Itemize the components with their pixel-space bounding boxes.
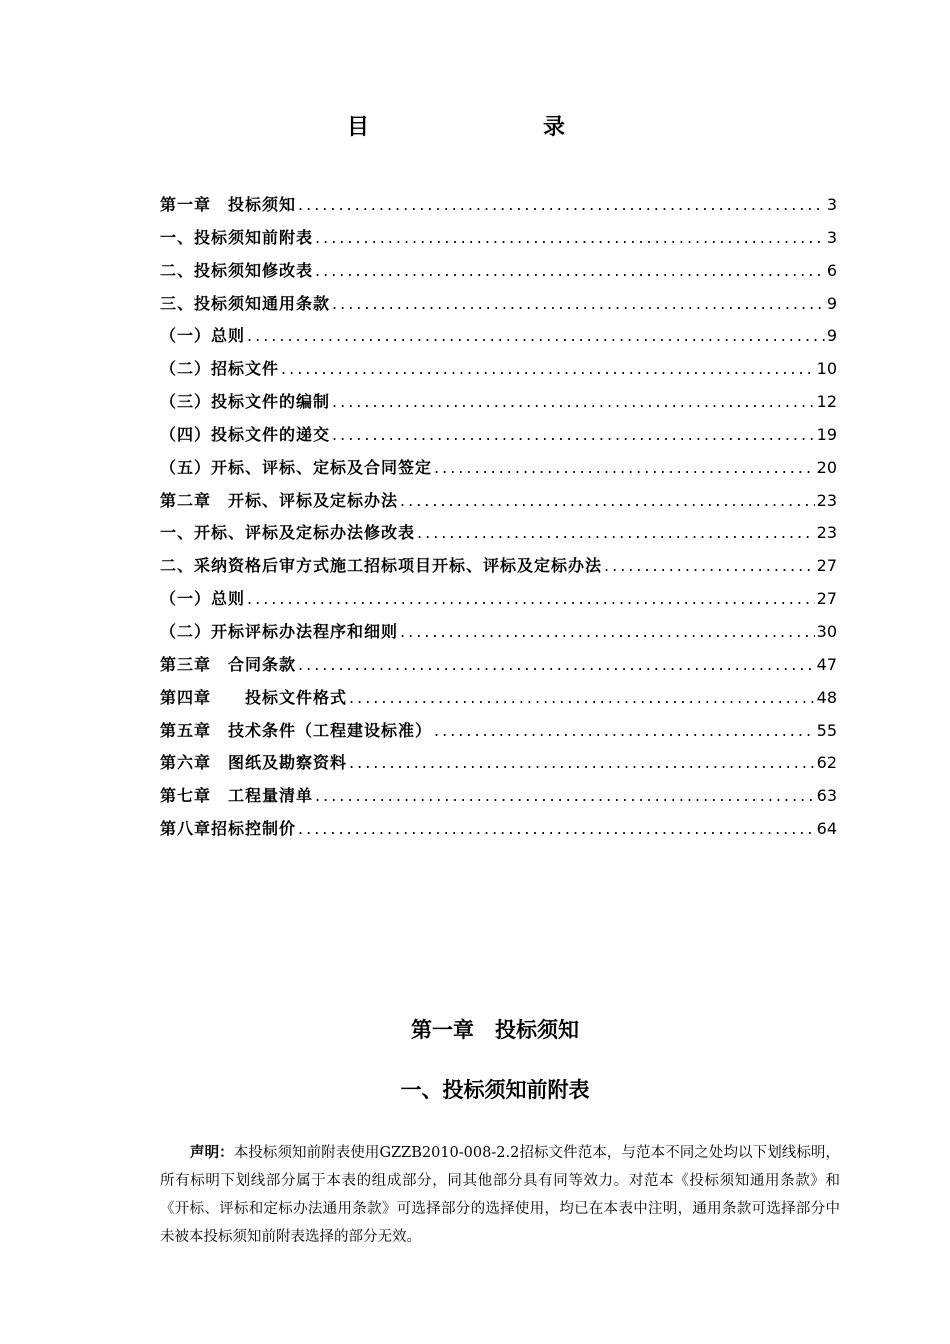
toc-entry-label: 一、投标须知前附表 xyxy=(160,227,314,247)
toc-entry-label: 二、采纳资格后审方式施工招标项目开标、评标及定标办法 xyxy=(160,556,603,576)
toc-entry-page: 48 xyxy=(816,687,837,707)
chapter-heading: 第一章 投标须知 xyxy=(411,1018,579,1042)
toc-entry-page: 23 xyxy=(816,490,837,510)
toc-entry-label: 第五章 技术条件（工程建设标准） xyxy=(160,720,433,740)
toc-entry-label: 一、开标、评标及定标办法修改表 xyxy=(160,523,416,543)
toc-dot-leader xyxy=(604,556,815,575)
toc-entry-page: 20 xyxy=(816,457,837,477)
table-of-contents xyxy=(160,192,837,849)
toc-dot-leader xyxy=(434,458,815,477)
toc-dot-leader xyxy=(315,786,815,805)
toc-entry-label: 第三章 合同条款 xyxy=(160,654,297,674)
toc-entry-page: 27 xyxy=(816,556,837,576)
toc-entry-page: 64 xyxy=(816,819,837,839)
toc-dot-leader xyxy=(298,195,825,214)
toc-entry[interactable] xyxy=(160,389,837,422)
toc-entry[interactable] xyxy=(160,816,837,849)
toc-entry-page: 10 xyxy=(816,359,837,379)
toc-entry[interactable] xyxy=(160,422,837,455)
toc-dot-leader xyxy=(332,294,825,313)
toc-entry[interactable] xyxy=(160,225,837,258)
toc-entry[interactable] xyxy=(160,553,837,586)
toc-entry-page: 62 xyxy=(816,753,837,773)
toc-entry[interactable] xyxy=(160,619,837,652)
toc-entry-label: 三、投标须知通用条款 xyxy=(160,293,331,313)
toc-dot-leader xyxy=(247,326,825,345)
toc-entry[interactable] xyxy=(160,520,837,553)
toc-entry[interactable] xyxy=(160,323,837,356)
toc-entry[interactable] xyxy=(160,258,837,291)
toc-entry-label: 第四章 投标文件格式 xyxy=(160,687,348,707)
toc-entry-page: 3 xyxy=(826,227,837,247)
toc-entry-page: 3 xyxy=(826,195,837,214)
toc-entry[interactable] xyxy=(160,455,837,488)
toc-entry-label: （四）投标文件的递交 xyxy=(160,424,331,444)
toc-entry[interactable] xyxy=(160,750,837,783)
toc-title: 目 录 xyxy=(346,115,641,140)
toc-dot-leader xyxy=(247,589,815,608)
toc-entry[interactable] xyxy=(160,718,837,751)
toc-entry[interactable] xyxy=(160,685,837,718)
toc-dot-leader xyxy=(400,491,815,510)
toc-dot-leader xyxy=(417,523,815,542)
toc-entry-label: 第七章 工程量清单 xyxy=(160,786,314,806)
toc-entry[interactable] xyxy=(160,783,837,816)
toc-entry[interactable] xyxy=(160,291,837,324)
toc-entry-page: 9 xyxy=(826,293,837,313)
toc-entry-page: 63 xyxy=(816,786,837,806)
toc-entry-label: （五）开标、评标、定标及合同签定 xyxy=(160,457,433,477)
toc-dot-leader xyxy=(349,753,815,772)
statement-lead: 声明： xyxy=(190,1143,234,1161)
toc-dot-leader xyxy=(332,392,815,411)
statement-body: 本投标须知前附表使用GZZB2010-008-2.2招标文件范本，与范本不同之处均以下划线标明，所有标明下划线部分属于本表的组成部分，同其他部分具有同等效力。对范本《投标须知通用条款》和《开标、评标和定标办法通用条款》可选择部分的选择使用，均已在本表中注明，通用条款可选择部分中未被本投标须知前附表选择的部分无效。 xyxy=(160,1144,840,1245)
toc-entry-page: 12 xyxy=(816,392,837,412)
toc-dot-leader xyxy=(281,359,815,378)
toc-entry-label: 二、投标须知修改表 xyxy=(160,260,314,280)
toc-dot-leader xyxy=(434,721,815,740)
section-heading: 一、投标须知前附表 xyxy=(400,1078,590,1102)
toc-entry-page: 19 xyxy=(816,424,837,444)
toc-entry-label: 第八章招标控制价 xyxy=(160,819,297,839)
toc-entry[interactable] xyxy=(160,192,837,225)
toc-entry[interactable] xyxy=(160,356,837,389)
toc-entry[interactable] xyxy=(160,586,837,619)
statement-paragraph xyxy=(160,1139,840,1251)
toc-dot-leader xyxy=(298,655,815,674)
toc-entry-label: 第一章 投标须知 xyxy=(160,195,297,214)
toc-entry-page: 47 xyxy=(816,654,837,674)
toc-entry-label: （三）投标文件的编制 xyxy=(160,392,331,412)
toc-entry-page: 30 xyxy=(816,621,837,641)
toc-entry[interactable] xyxy=(160,652,837,685)
toc-entry-label: （一）总则 xyxy=(160,326,246,346)
toc-entry-page: 9 xyxy=(826,326,837,346)
toc-dot-leader xyxy=(315,228,825,247)
toc-entry-label: 第六章 图纸及勘察资料 xyxy=(160,753,348,773)
toc-entry-label: （二）招标文件 xyxy=(160,359,280,379)
toc-dot-leader xyxy=(349,688,815,707)
toc-dot-leader xyxy=(315,261,825,280)
toc-entry-page: 27 xyxy=(816,589,837,609)
toc-entry-label: （二）开标评标办法程序和细则 xyxy=(160,621,399,641)
toc-entry-label: （一）总则 xyxy=(160,589,246,609)
toc-entry-label: 第二章 开标、评标及定标办法 xyxy=(160,490,399,510)
toc-entry-page: 6 xyxy=(826,260,837,280)
toc-entry-page: 55 xyxy=(816,720,837,740)
toc-dot-leader xyxy=(400,622,815,641)
toc-dot-leader xyxy=(298,819,815,838)
toc-dot-leader xyxy=(332,425,815,444)
toc-entry[interactable] xyxy=(160,488,837,521)
toc-entry-page: 23 xyxy=(816,523,837,543)
